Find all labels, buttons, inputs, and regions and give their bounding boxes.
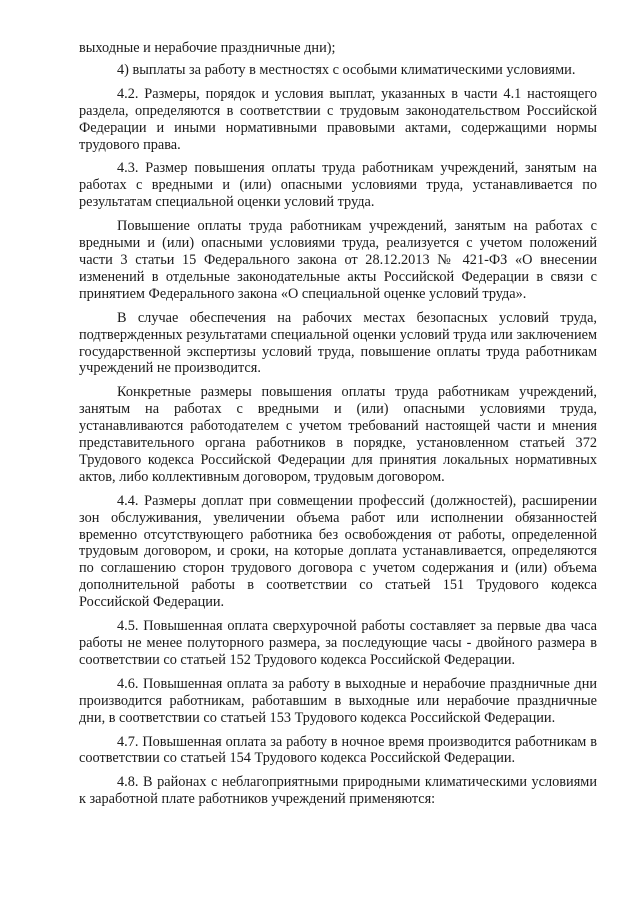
- paragraph-4-7: 4.7. Повышенная оплата за работу в ночное время производится работникам в соответствии со статьей 154 Трудового кодекса Российской Федерации.: [79, 733, 597, 767]
- paragraph-item-4: 4) выплаты за работу в местностях с особыми климатическими условиями.: [117, 61, 576, 78]
- document-page: [79, 40, 597, 808]
- paragraph-4-2: 4.2. Размеры, порядок и условия выплат, указанных в части 4.1 настоящего раздела, определяются в соответствии с трудовым законодательством Российской Федерации и иными нормативными правовыми актами, содержащими нормы трудового права.: [79, 85, 597, 153]
- paragraph-continuation: выходные и нерабочие праздничные дни);: [79, 40, 336, 56]
- paragraph-4-4: 4.4. Размеры доплат при совмещении профессий (должностей), расширении зон обслуживания, увеличении объема работ или исполнении обязанностей временно отсутствующего работника без освобождения от работы, определенной трудовым договором, и сроки, на которые доплата устанавливается, определяются по соглашению сторон трудового договора с учетом содержания и (или) объема дополнительной работы в соответствии со статьей 151 Трудового кодекса Российской Федерации.: [79, 492, 597, 611]
- paragraph-4-6: 4.6. Повышенная оплата за работу в выходные и нерабочие праздничные дни производится работникам, работавшим в выходные или нерабочие праздничные дни, в соответствии со статьей 153 Трудового кодекса Российской Федерации.: [79, 675, 597, 726]
- paragraph-4-8: 4.8. В районах с неблагоприятными природными климатическими условиями к заработной плате работников учреждений применяются:: [79, 774, 597, 808]
- paragraph-4-3-specific-sizes: Конкретные размеры повышения оплаты труда работникам учреждений, занятым на работах с вредными и (или) опасными условиями труда, устанавливаются работодателем с учетом требований настоящей части и мнения представительного органа работников в порядке, установленном статьей 372 Трудового кодекса Российской Федерации для принятия локальных нормативных актов, либо коллективным договором, трудовым договором.: [79, 384, 597, 485]
- paragraph-4-3-increase: Повышение оплаты труда работникам учреждений, занятым на работах с вредными и (или) опасными условиями труда, реализуется с учетом положений части 3 статьи 15 Федерального закона от 28.12.2013 № 421-ФЗ «О внесении изменений в отдельные законодательные акты Российской Федерации в связи с принятием Федерального закона «О специальной оценке условий труда».: [79, 218, 597, 302]
- paragraph-4-3: 4.3. Размер повышения оплаты труда работникам учреждений, занятым на работах с вредными и (или) опасными условиями труда, устанавливается по результатам специальной оценки условий труда.: [79, 160, 597, 211]
- paragraph-4-3-safe-conditions: В случае обеспечения на рабочих местах безопасных условий труда, подтвержденных результатами специальной оценки условий труда или заключением государственной экспертизы условий труда, повышение оплаты труда работникам учреждений не производится.: [79, 309, 597, 377]
- paragraph-4-5: 4.5. Повышенная оплата сверхурочной работы составляет за первые два часа работы не менее полуторного размера, за последующие часы - двойного размера в соответствии со статьей 152 Трудового кодекса Российской Федерации.: [79, 618, 597, 668]
